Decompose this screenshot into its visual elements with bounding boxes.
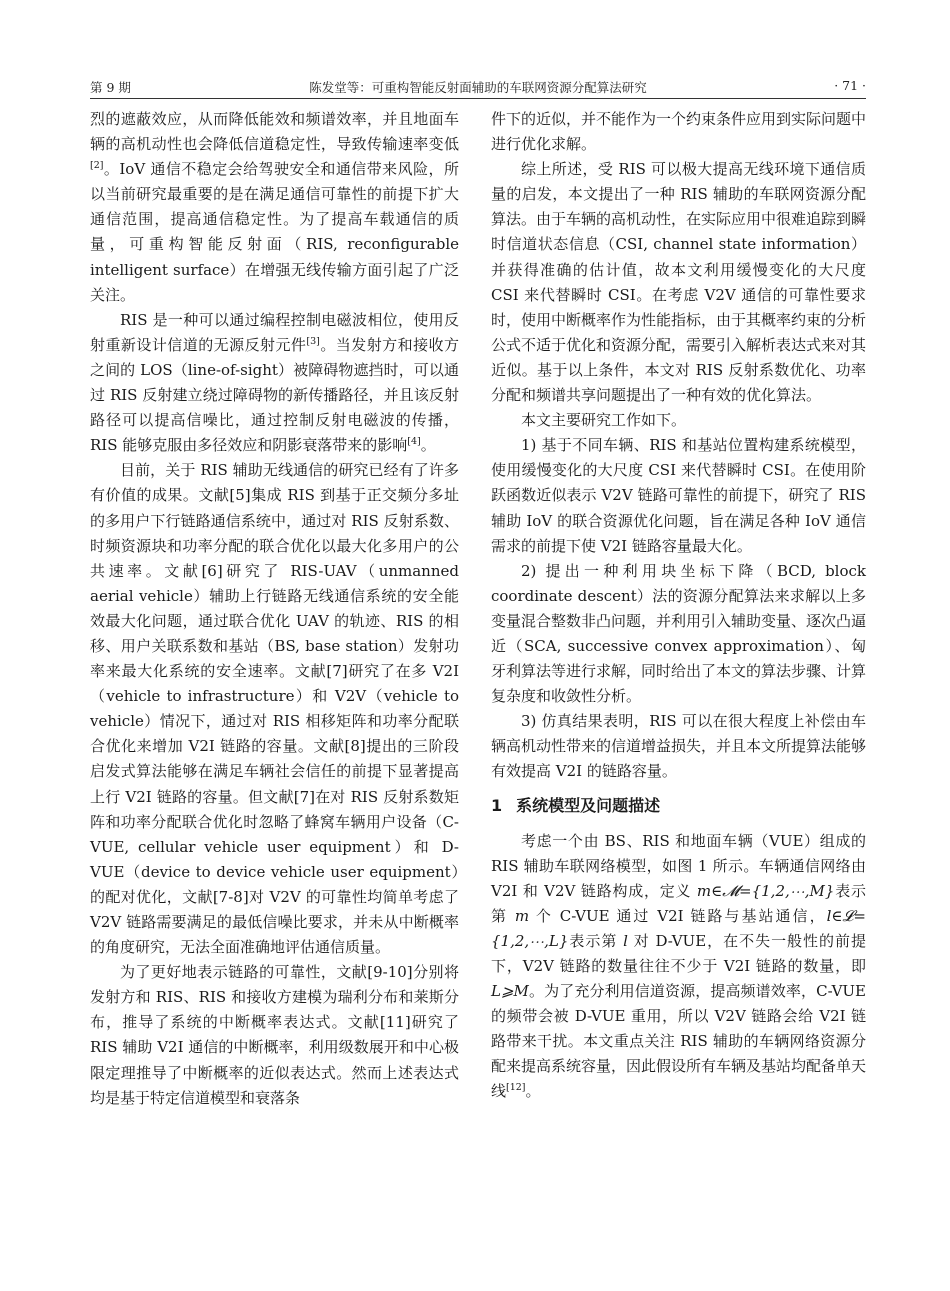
math: m∈𝓜={1,2,⋯,M}	[696, 881, 835, 900]
paragraph	[491, 829, 866, 1105]
paragraph: 件下的近似，并不能作为一个约束条件应用到实际问题中进行优化求解。	[491, 110, 867, 154]
citation: [2]	[90, 160, 104, 172]
right-column	[491, 107, 866, 1105]
paragraph: 为了更好地表示链路的可靠性，文献[9-10]分别将发射方和 RIS、RIS 和接收方建模为瑞利分布和莱斯分布，推导了系统的中断概率表达式。文献[11]研究了 RIS 辅助 V2I 通信的中断概率，利用级数展开和中心极限定理推导了中断概率的近似表达式。然而上述表达式均是基于特定信道模型和衰落条	[90, 963, 459, 1107]
contribution-item: 3) 仿真结果表明，RIS 可以在很大程度上补偿由车辆高机动性带来的信道增益损失，并且本文所提算法能够有效提高 V2I 的链路容量。	[491, 712, 867, 781]
text: 个 C-VUE 通过 V2I 链路与基站通信，	[529, 906, 827, 925]
paragraph: 综上所述，受 RIS 可以极大提高无线环境下通信质量的启发，本文提出了一种 RIS 辅助的车联网资源分配算法。由于车辆的高机动性，在实际应用中很难追踪到瞬时信道状态信息（CSI, channel state information）并获得准确的估计值，故本文利用缓慢变化的大尺度 CSI 来代替瞬时 CSI。在考虑 V2V 通信的可靠性要求时，使用中断概率作为性能指标，由于其概率约束的分析公式不适于优化和资源分配，需要引入解析表达式来对其近似。基于以上条件，本文对 RIS 反射系数优化、功率分配和频谱共享问题提出了一种有效的优化算法。	[491, 160, 867, 405]
math: m	[514, 906, 530, 925]
text: 。	[420, 436, 436, 455]
running-title: 陈发堂等：可重构智能反射面辅助的车联网资源分配算法研究	[309, 80, 647, 95]
running-header	[90, 76, 866, 96]
text: 考虑一个由 BS、RIS 和地面车辆（VUE）组成的 RIS 辅助车联网络模型，如图 1 所示。车辆通信网络由 V2I 和 V2V 链路构成，定义	[491, 831, 866, 900]
section-title: 系统模型及问题描述	[516, 795, 661, 815]
paragraph: 本文主要研究工作如下。	[521, 411, 687, 430]
section-number: 1	[491, 795, 503, 815]
text: 。为了充分利用信道资源，提高频谱效率，C-VUE 的频带会被 D-VUE 重用，所以 V2V 链路会给 V2I 链路带来干扰。本文重点关注 RIS 辅助的车辆网络资源分配来提高系统容量，因此假设所有车辆及基站均配备单天线	[491, 982, 867, 1101]
paragraph	[90, 308, 459, 459]
text: 。IoV 通信不稳定会给驾驶安全和通信带来风险，所以当前研究最重要的是在满足通信可靠性的前提下扩大通信范围，提高通信稳定性。为了提高车载通信的质量，可重构智能反射面（RIS, reconfigurable intelligent surface）在增强无线传输方面引起了广泛关注。	[90, 160, 459, 304]
text: 表示第	[568, 931, 624, 950]
math: l∈𝓛={1,2,⋯,L}	[491, 906, 866, 950]
page-number: · 71 ·	[834, 78, 866, 93]
contribution-item: 2) 提出一种利用块坐标下降（BCD, block coordinate descent）法的资源分配算法来求解以上多变量混合整数非凸问题，并利用引入辅助变量、逐次凸逼近（SCA, successive convex approximation）、匈牙利算法等进行求解，同时给出了本文的算法步骤、计算复杂度和收敛性分析。	[491, 561, 867, 706]
text: 表示第	[491, 881, 866, 925]
citation: [3]	[306, 335, 320, 347]
text: 。当发射方和接收方之间的 LOS（line-of-sight）被障碍物遮挡时，可以通过 RIS 反射建立绕过障碍物的新传播路径，并且该反射路径可以提高信噪比，通过控制反射电磁波的传播，RIS 能够克服由多径效应和阴影衰落带来的影响	[90, 335, 459, 455]
citation: [4]	[407, 436, 421, 448]
text: 烈的遮蔽效应，从而降低能效和频谱效率，并且地面车辆的高机动性也会降低信道稳定性，导致传输速率变低	[90, 110, 459, 154]
math: L⩾M	[491, 982, 529, 1001]
issue-number: 第 9 期	[90, 80, 131, 95]
section-heading	[491, 795, 866, 817]
text: 对 D-VUE，在不失一般性的前提下，V2V 链路的数量往往不少于 V2I 链路的数量，即	[491, 931, 866, 975]
text: 。	[525, 1082, 541, 1101]
left-column	[90, 107, 459, 1111]
contribution-item: 1) 基于不同车辆、RIS 和基站位置构建系统模型，使用缓慢变化的大尺度 CSI 来代替瞬时 CSI。在使用阶跃函数近似表示 V2V 链路可靠性的前提下，研究了 RIS 辅助 IoV 的联合资源优化问题，旨在满足各种 IoV 通信需求的前提下使 V2I 链路容量最大化。	[491, 436, 866, 555]
paragraph: 目前，关于 RIS 辅助无线通信的研究已经有了许多有价值的成果。文献[5]集成 RIS 到基于正交频分多址的多用户下行链路通信系统中，通过对 RIS 反射系数、时频资源块和功率分配的联合优化以最大化多用户的公共速率。文献[6]研究了 RIS-UAV（unmanned aerial vehicle）辅助上行链路无线通信系统的安全能效最大化问题，通过联合优化 UAV 的轨迹、RIS 的相移、用户关联系数和基站（BS, base station）发射功率来最大化系统的安全速率。文献[7]研究了在多 V2I（vehicle to infrastructure）和 V2V（vehicle to vehicle）情况下，通过对 RIS 相移矩阵和功率分配联合优化来增加 V2I 链路的容量。文献[8]提出的三阶段启发式算法能够在满足车辆社会信任的前提下显著提高上行 V2I 链路的容量。但文献[7]在对 RIS 反射系数矩阵和功率分配联合优化时忽略了蜂窝车辆用户设备（C-VUE, cellular vehicle user equipment）和 D-VUE（device to device vehicle user equipment）的配对优化，文献[7-8]对 V2V 的可靠性均简单考虑了 V2V 链路需要满足的最低信噪比要求，并未从中断概率的角度研究，无法全面准确地评估通信质量。	[90, 461, 459, 957]
math: l	[623, 931, 628, 950]
text: RIS 是一种可以通过编程控制电磁波相位，使用反射重新设计信道的无源反射元件	[90, 310, 459, 354]
paragraph	[90, 107, 459, 308]
citation: [12]	[506, 1082, 526, 1094]
header-rule	[90, 98, 866, 99]
